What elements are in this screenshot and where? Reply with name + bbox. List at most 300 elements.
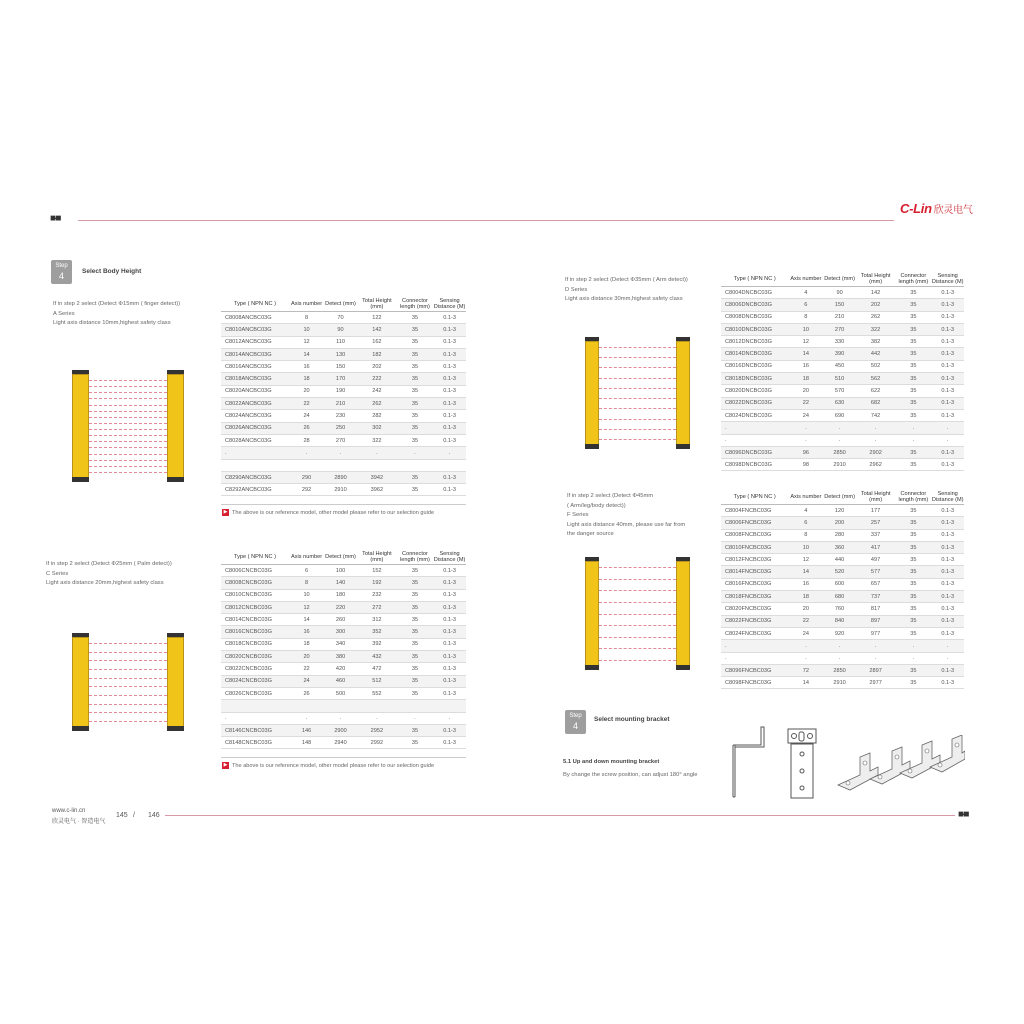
step-title-bracket: Select mounting bracket (594, 716, 670, 723)
table-cell: 100 (324, 565, 357, 577)
column-header-total: Total Height (mm) (856, 490, 896, 505)
column-header-axis: Axis number (289, 297, 324, 312)
table-row (221, 737, 466, 749)
table-cell: 680 (823, 591, 856, 603)
table-row (721, 434, 964, 446)
table-row (221, 324, 466, 336)
table-row (221, 398, 466, 410)
table-cell: 28 (289, 434, 324, 446)
table-cell: 35 (895, 373, 931, 385)
table-cell: 35 (397, 675, 433, 687)
table-cell: 302 (357, 422, 397, 434)
series-f-line1: If in step 2 select (Detect Φ45mm (567, 493, 654, 499)
table-cell: 0.1-3 (433, 471, 466, 483)
table-cell: 270 (324, 434, 357, 446)
table-cell: 897 (856, 615, 896, 627)
table-row (721, 505, 964, 517)
table-row (721, 615, 964, 627)
table-row (721, 459, 964, 471)
note-a (222, 509, 434, 516)
curtain-beam (599, 660, 676, 661)
table-cell: 90 (823, 287, 856, 299)
table-cell: C8016DNCBC03G (721, 360, 788, 372)
table-cell: 442 (856, 348, 896, 360)
table-cell: 232 (357, 589, 397, 601)
top-left-mark: ■-■ (50, 213, 60, 224)
table-cell: 0.1-3 (433, 577, 466, 589)
table-cell: 0.1-3 (931, 541, 964, 553)
table-row (221, 484, 466, 496)
table-row (221, 447, 466, 459)
table-cell: 150 (823, 299, 856, 311)
table-row (221, 373, 466, 385)
table-cell: . (856, 422, 896, 434)
column-header-axis: Axis number (788, 490, 823, 505)
series-f-line3: F Series (567, 512, 589, 518)
table-cell: 10 (289, 324, 324, 336)
curtain-cap-bottom-right (167, 477, 184, 482)
table-cell: C8012FNCBC03G (721, 554, 788, 566)
header-rule (78, 220, 894, 221)
table-cell: 0.1-3 (931, 566, 964, 578)
table-cell: 500 (324, 687, 357, 699)
table-cell: 220 (324, 601, 357, 613)
table-row (221, 565, 466, 577)
bracket-section-desc: By change the screw position, can adjust 180° angle (563, 772, 698, 778)
table-cell: 3962 (357, 484, 397, 496)
table-cell: C8024ANCBC03G (221, 410, 289, 422)
curtain-beam (599, 579, 676, 580)
table-cell: 35 (397, 484, 433, 496)
table-cell: 35 (895, 459, 931, 471)
table-header-row (721, 490, 964, 505)
table-cell: 20 (289, 651, 324, 663)
table-cell: 35 (397, 589, 433, 601)
table-cell: 0.1-3 (433, 614, 466, 626)
table-cell: . (895, 652, 931, 664)
page-number-left: 145 (116, 812, 128, 819)
table-cell: C8146CNCBC03G (221, 724, 289, 736)
curtain-beam (89, 429, 167, 430)
bracket-side-drawing (727, 725, 772, 800)
curtain-beam (599, 357, 676, 358)
table-cell: 6 (788, 299, 823, 311)
table-cell: C8022ANCBC03G (221, 398, 289, 410)
table-cell: 2850 (823, 664, 856, 676)
table-row (721, 677, 964, 689)
table-cell: 120 (823, 505, 856, 517)
table-cell: 622 (856, 385, 896, 397)
column-header-detect: Detect (mm) (324, 550, 357, 565)
column-header-sense: Sensing Distance (M) (931, 491, 964, 503)
table-cell: C8028ANCBC03G (221, 434, 289, 446)
curtain-beam (89, 417, 167, 418)
table-row (221, 724, 466, 736)
table-cell: 35 (895, 385, 931, 397)
table-cell: 382 (856, 336, 896, 348)
table-cell: 0.1-3 (931, 529, 964, 541)
table-cell: 0.1-3 (433, 565, 466, 577)
table-cell: 122 (357, 312, 397, 324)
table-cell (324, 700, 357, 712)
table-header-row (221, 550, 466, 565)
table-cell: 8 (289, 312, 324, 324)
table-cell: 262 (357, 398, 397, 410)
curtain-emitter-bar (585, 561, 599, 666)
curtain-beam (599, 602, 676, 603)
series-a-line1: If in step 2 select (Detect Φ15mm ( finger detect)) (53, 301, 181, 307)
table-cell: 497 (856, 554, 896, 566)
table-cell: . (788, 652, 823, 664)
table-row (721, 554, 964, 566)
table-cell: 35 (895, 578, 931, 590)
table-cell: 16 (788, 360, 823, 372)
table-row (221, 577, 466, 589)
table-cell: 202 (856, 299, 896, 311)
step-number: 4 (572, 721, 578, 731)
table-cell: 35 (895, 287, 931, 299)
table-cell: 35 (397, 434, 433, 446)
table-cell: 0.1-3 (931, 505, 964, 517)
table-cell: 190 (324, 385, 357, 397)
table-cell: 18 (289, 638, 324, 650)
series-f-desc (567, 492, 685, 540)
series-f-line4: Light axis distance 40mm, please use far from (567, 521, 686, 528)
table-cell: . (788, 422, 823, 434)
table-cell: 210 (823, 311, 856, 323)
table-cell: 0.1-3 (433, 687, 466, 699)
table-cell: 282 (357, 410, 397, 422)
table-cell: 210 (324, 398, 357, 410)
table-cell: 192 (357, 577, 397, 589)
table-cell: 35 (397, 614, 433, 626)
curtain-beam (599, 625, 676, 626)
table-series-f (721, 490, 964, 689)
table-cell: 360 (823, 541, 856, 553)
table-cell: C8020FNCBC03G (721, 603, 788, 615)
table-cell: C8014ANCBC03G (221, 348, 289, 360)
curtain-beam (599, 378, 676, 379)
table-cell: 35 (895, 409, 931, 421)
table-row (221, 312, 466, 324)
table-cell: . (221, 712, 289, 724)
curtain-receiver-bar (167, 637, 184, 727)
table-cell: 977 (856, 627, 896, 639)
table-cell: 0.1-3 (931, 591, 964, 603)
table-row (721, 591, 964, 603)
table-cell: 420 (324, 663, 357, 675)
table-cell: C8098FNCBC03G (721, 677, 788, 689)
table-cell: 0.1-3 (931, 348, 964, 360)
note-c-text: The above is our reference model, other model please refer to our selection guide (232, 762, 435, 769)
table-cell: 6 (788, 517, 823, 529)
table-cell: 14 (289, 348, 324, 360)
note-c (222, 762, 434, 769)
table-cell: 177 (856, 505, 896, 517)
table-cell: 162 (357, 336, 397, 348)
table-cell: 0.1-3 (931, 578, 964, 590)
column-header-sense: Sensing Distance (M) (433, 551, 466, 563)
table-cell: 280 (823, 529, 856, 541)
table-cell: 0.1-3 (931, 299, 964, 311)
table-row (721, 397, 964, 409)
table-cell: 0.1-3 (931, 373, 964, 385)
table-cell: . (397, 447, 433, 459)
table-cell: 322 (357, 434, 397, 446)
table-cell: 12 (788, 336, 823, 348)
table-cell: . (433, 712, 466, 724)
table-cell: 148 (289, 737, 324, 749)
table-cell: 380 (324, 651, 357, 663)
table-cell: 2992 (357, 737, 397, 749)
curtain-beam (89, 392, 167, 393)
table-cell: C8016FNCBC03G (721, 578, 788, 590)
brand-logo (900, 201, 973, 216)
column-header-conn: Connector length (mm) (895, 490, 931, 505)
light-curtain-f (585, 557, 690, 670)
table-cell: 16 (289, 626, 324, 638)
table-cell: C8006FNCBC03G (721, 517, 788, 529)
table-cell: 0.1-3 (433, 651, 466, 663)
table-cell: 142 (856, 287, 896, 299)
table-cell: C8024CNCBC03G (221, 675, 289, 687)
table-header-row (721, 272, 964, 287)
table-cell: 24 (788, 627, 823, 639)
table-cell: C8010CNCBC03G (221, 589, 289, 601)
table-row (721, 529, 964, 541)
table-cell: 3942 (357, 471, 397, 483)
table-cell: 0.1-3 (931, 287, 964, 299)
table-cell: 920 (823, 627, 856, 639)
step-title-body-height: Select Body Height (82, 268, 142, 275)
curtain-beam (89, 472, 167, 473)
table-cell: 0.1-3 (931, 677, 964, 689)
table-cell: 35 (895, 677, 931, 689)
table-cell: 417 (856, 541, 896, 553)
table-cell: C8014DNCBC03G (721, 348, 788, 360)
table-row (221, 663, 466, 675)
table-cell: 35 (397, 373, 433, 385)
table-series-a (221, 297, 466, 496)
table-cell: 72 (788, 664, 823, 676)
column-header-total: Total Height (mm) (856, 272, 896, 287)
table-cell: 8 (788, 529, 823, 541)
table-cell: 152 (357, 565, 397, 577)
table-cell: 22 (289, 398, 324, 410)
curtain-receiver-bar (676, 341, 690, 445)
series-d-line2: D Series (565, 286, 588, 293)
table-cell: . (895, 434, 931, 446)
table-cell: 35 (397, 361, 433, 373)
table-row (221, 361, 466, 373)
table-cell: C8024DNCBC03G (721, 409, 788, 421)
brand-logo-cn: 欣灵电气 (933, 205, 973, 216)
column-header-detect: Detect (mm) (823, 272, 856, 287)
table-cell: 0.1-3 (433, 601, 466, 613)
table-cell: 2910 (823, 677, 856, 689)
table-cell: 0.1-3 (433, 336, 466, 348)
table-cell: 35 (397, 724, 433, 736)
table-cell: . (721, 434, 788, 446)
curtain-receiver-bar (167, 374, 184, 478)
table-cell: C8008FNCBC03G (721, 529, 788, 541)
table-cell: 0.1-3 (433, 737, 466, 749)
table-cell (357, 459, 397, 471)
table-row (221, 348, 466, 360)
curtain-beam (89, 454, 167, 455)
table-cell: . (289, 712, 324, 724)
table-row (721, 373, 964, 385)
series-c-line1: If in step 2 select (Detect Φ25mm ( Palm detect)) (46, 561, 172, 567)
curtain-beam (89, 704, 167, 705)
table-cell: 22 (788, 397, 823, 409)
table-cell (221, 700, 289, 712)
table-cell: 460 (324, 675, 357, 687)
table-row (221, 626, 466, 638)
table-cell: 4 (788, 505, 823, 517)
table-cell: 26 (289, 422, 324, 434)
table-cell: 26 (289, 687, 324, 699)
curtain-beam (599, 347, 676, 348)
table-cell: 337 (856, 529, 896, 541)
table-cell: 440 (823, 554, 856, 566)
table-cell: C8006DNCBC03G (721, 299, 788, 311)
table-row (221, 459, 466, 471)
table-cell: 2897 (856, 664, 896, 676)
series-d-desc (565, 276, 688, 305)
bracket-front-drawing (783, 727, 823, 799)
column-header-conn: Connector length (mm) (397, 550, 433, 565)
curtain-beam (89, 380, 167, 381)
curtain-beam (599, 614, 676, 615)
table-cell: 682 (856, 397, 896, 409)
table-row (221, 471, 466, 483)
series-a-line2: A Series (53, 310, 75, 317)
table-cell: 760 (823, 603, 856, 615)
table-cell: 257 (856, 517, 896, 529)
column-header-type: Type ( NPN NC ) (721, 490, 788, 505)
footer-rule (165, 815, 955, 816)
table-cell: 262 (856, 311, 896, 323)
step-label: Step (569, 713, 582, 719)
table-cell: 0.1-3 (433, 398, 466, 410)
table-cell: . (788, 640, 823, 652)
light-curtain-a (72, 370, 184, 482)
bottom-right-mark: ■-■ (958, 809, 968, 820)
table-cell: 0.1-3 (433, 638, 466, 650)
table-cell: 35 (397, 663, 433, 675)
table-cell: . (289, 447, 324, 459)
table-cell: . (895, 422, 931, 434)
table-cell: C8010FNCBC03G (721, 541, 788, 553)
table-cell: 0.1-3 (433, 422, 466, 434)
table-cell: 35 (397, 398, 433, 410)
table-cell: 8 (289, 577, 324, 589)
table-series-d (721, 272, 964, 471)
table-cell: 142 (357, 324, 397, 336)
curtain-beam (89, 460, 167, 461)
table-cell: . (357, 712, 397, 724)
table-cell: . (721, 652, 788, 664)
table-cell: . (324, 712, 357, 724)
table-cell: 2940 (324, 737, 357, 749)
table-cell: 2952 (357, 724, 397, 736)
table-cell: C8010DNCBC03G (721, 323, 788, 335)
table-row (221, 638, 466, 650)
table-cell: C8012CNCBC03G (221, 601, 289, 613)
note-a-text: The above is our reference model, other model please refer to our selection guide (232, 509, 435, 516)
curtain-beam (89, 686, 167, 687)
table-cell: 35 (895, 603, 931, 615)
curtain-beam (89, 423, 167, 424)
table-cell: . (823, 652, 856, 664)
curtain-beam (599, 388, 676, 389)
table-row (721, 323, 964, 335)
table-cell: C8024FNCBC03G (721, 627, 788, 639)
curtain-beam (599, 637, 676, 638)
footer-website: www.c-lin.cn (52, 808, 86, 814)
table-cell: 35 (895, 336, 931, 348)
curtain-emitter-bar (585, 341, 599, 445)
table-cell: 10 (289, 589, 324, 601)
column-header-type: Type ( NPN NC ) (721, 272, 788, 287)
table-cell: C8020ANCBC03G (221, 385, 289, 397)
table-cell: . (931, 422, 964, 434)
table-cell: 2977 (856, 677, 896, 689)
table-cell: 0.1-3 (433, 626, 466, 638)
curtain-beam (89, 712, 167, 713)
table-cell: 0.1-3 (931, 627, 964, 639)
table-cell: 242 (357, 385, 397, 397)
table-cell: 0.1-3 (433, 385, 466, 397)
table-cell: C8020DNCBC03G (721, 385, 788, 397)
table-row (221, 651, 466, 663)
table-row (721, 299, 964, 311)
table-cell: 35 (895, 348, 931, 360)
table-cell: C8018DNCBC03G (721, 373, 788, 385)
table-cell: 2850 (823, 446, 856, 458)
table-row (221, 336, 466, 348)
table-cell: 35 (895, 566, 931, 578)
table-cell: 657 (856, 578, 896, 590)
table-cell: 0.1-3 (931, 446, 964, 458)
table-cell: 12 (289, 336, 324, 348)
table-cell: C8008DNCBC03G (721, 311, 788, 323)
table-cell: . (856, 640, 896, 652)
table-cell: 20 (788, 603, 823, 615)
table-cell: 10 (788, 323, 823, 335)
table-cell: 0.1-3 (433, 675, 466, 687)
table-cell: C8014CNCBC03G (221, 614, 289, 626)
table-cell: 22 (788, 615, 823, 627)
table-header-row (221, 297, 466, 312)
table-cell: 35 (895, 446, 931, 458)
table-cell: . (823, 422, 856, 434)
table-cell: 0.1-3 (433, 361, 466, 373)
curtain-beam (599, 429, 676, 430)
table-cell: 202 (357, 361, 397, 373)
note-a-rule (221, 504, 466, 505)
table-cell: C8022FNCBC03G (721, 615, 788, 627)
curtain-beam (89, 435, 167, 436)
table-cell: C8098DNCBC03G (721, 459, 788, 471)
curtain-beam (89, 411, 167, 412)
series-f-line2: ( Arm/leg/body detect)) (567, 502, 626, 509)
table-cell: 0.1-3 (931, 360, 964, 372)
table-cell: C8004DNCBC03G (721, 287, 788, 299)
table-cell: C8018FNCBC03G (721, 591, 788, 603)
table-cell: 35 (895, 529, 931, 541)
